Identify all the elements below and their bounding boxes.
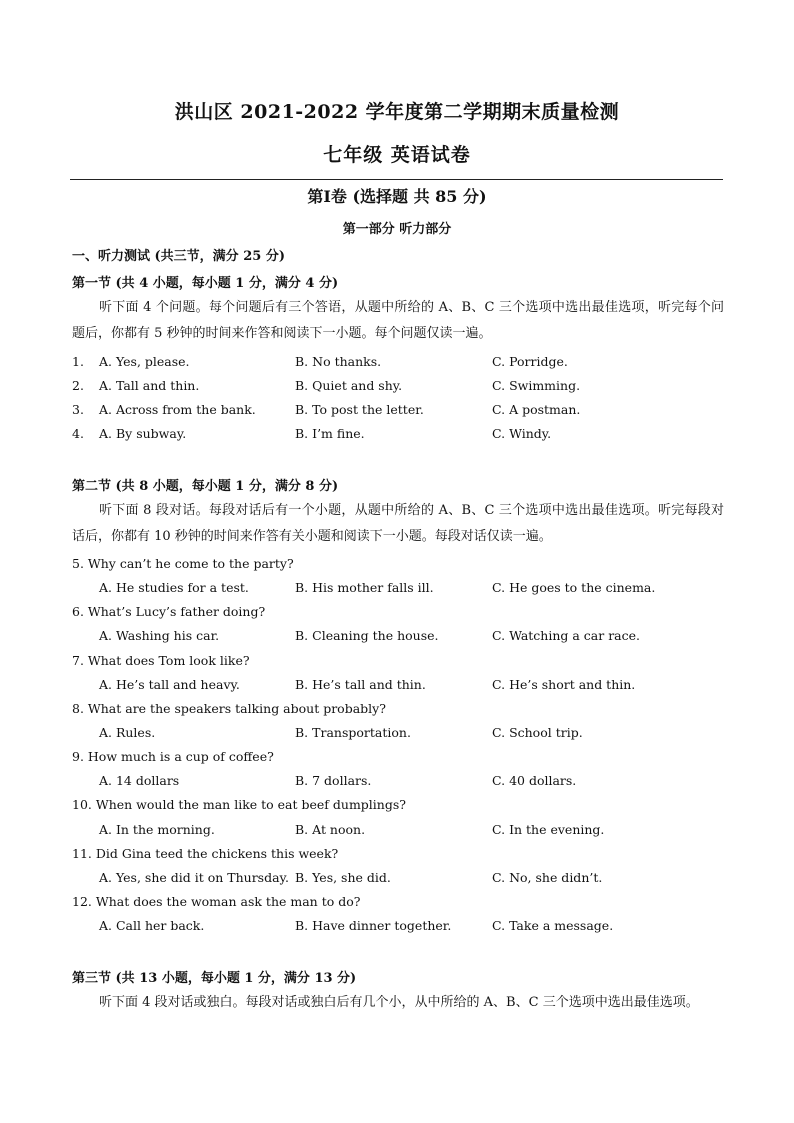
question-text: 5. Why can’t he come to the party? [72,556,294,571]
option-c: C. Windy. [492,426,552,441]
option-b: B. Yes, she did. [295,870,391,885]
section1-instructions: 听下面 4 个问题。每个问题后有三个答语，从题中所给的 A、B、C 三个选项中选出最佳选项，听完每个问题后，你都有 5 秒钟的时间来作答和阅读下一小题。每个问题仅读一遍。 [72,300,724,341]
option-b: B. He’s tall and thin. [295,677,426,692]
question-row [72,354,724,374]
options-row [72,870,724,890]
option-c: C. He’s short and thin. [492,677,636,692]
option-c: C. Take a message. [492,918,614,933]
option-a: A. Yes, she did it on Thursday. [99,870,289,885]
option-a: A. 14 dollars [99,773,180,788]
question-row [72,402,724,422]
question-text: 6. What’s Lucy’s father doing? [72,604,266,619]
option-c: C. A postman. [492,402,581,417]
question-number: 1. [72,354,84,369]
section3-heading: 第三节 (共 13 小题，每小题 1 分，满分 13 分) [72,971,357,986]
volume-title: 第Ⅰ卷 (选择题 共 85 分) [307,187,487,206]
option-a: A. He studies for a test. [99,580,249,595]
question-text: 7. What does Tom look like? [72,653,250,668]
section2-instructions: 听下面 8 段对话。每段对话后有一个小题，从题中所给的 A、B、C 三个选项中选出最佳选项。听完每段对话后，你都有 10 秒钟的时间来作答有关小题和阅读下一小题。每段对话仅读一遍。 [72,503,724,544]
option-b: B. Transportation. [295,725,411,740]
option-c: C. School trip. [492,725,583,740]
question-row [72,426,724,446]
option-a: A. By subway. [99,426,187,441]
options-row [72,822,724,842]
option-b: B. Cleaning the house. [295,628,439,643]
question-number: 3. [72,402,84,417]
option-b: B. To post the letter. [295,402,424,417]
option-c: C. No, she didn’t. [492,870,603,885]
options-row [72,773,724,793]
section2-heading: 第二节 (共 8 小题，每小题 1 分，满分 8 分) [72,479,339,494]
title-divider [70,179,723,180]
options-row [72,677,724,697]
question-row [72,378,724,398]
question-number: 4. [72,426,84,441]
question-text: 8. What are the speakers talking about probably? [72,701,386,716]
options-row [72,725,724,745]
options-row [72,918,724,938]
option-a: A. Washing his car. [99,628,220,643]
section1-heading: 第一节 (共 4 小题，每小题 1 分，满分 4 分) [72,276,339,291]
option-a: A. In the morning. [99,822,215,837]
option-a: A. Rules. [99,725,156,740]
options-row [72,580,724,600]
option-c: C. Porridge. [492,354,568,369]
question-text: 11. Did Gina teed the chickens this week? [72,846,339,861]
option-c: C. 40 dollars. [492,773,577,788]
option-a: A. Call her back. [99,918,205,933]
option-b: B. No thanks. [295,354,382,369]
option-b: B. Quiet and shy. [295,378,403,393]
option-b: B. 7 dollars. [295,773,372,788]
options-row [72,628,724,648]
part-title: 第一部分 听力部分 [342,222,452,237]
option-c: C. In the evening. [492,822,605,837]
question-text: 12. What does the woman ask the man to do? [72,894,361,909]
option-a: A. He’s tall and heavy. [99,677,240,692]
listening-heading: 一、听力测试 (共三节，满分 25 分) [72,249,285,264]
section3-instructions: 听下面 4 段对话或独白。每段对话或独白后有几个小，从中所给的 A、B、C 三个选项中选出最佳选项。 [99,995,699,1010]
question-text: 9. How much is a cup of coffee? [72,749,274,764]
exam-subtitle: 七年级 英语试卷 [323,144,471,166]
option-b: B. Have dinner together. [295,918,452,933]
option-c: C. He goes to the cinema. [492,580,656,595]
option-a: A. Across from the bank. [99,402,256,417]
question-text: 10. When would the man like to eat beef dumplings? [72,797,406,812]
option-a: A. Yes, please. [99,354,190,369]
option-b: B. At noon. [295,822,366,837]
option-c: C. Watching a car race. [492,628,641,643]
option-b: B. I’m fine. [295,426,365,441]
exam-title: 洪山区 2021-2022 学年度第二学期期末质量检测 [174,101,620,123]
option-c: C. Swimming. [492,378,581,393]
option-a: A. Tall and thin. [99,378,200,393]
option-b: B. His mother falls ill. [295,580,434,595]
question-number: 2. [72,378,84,393]
